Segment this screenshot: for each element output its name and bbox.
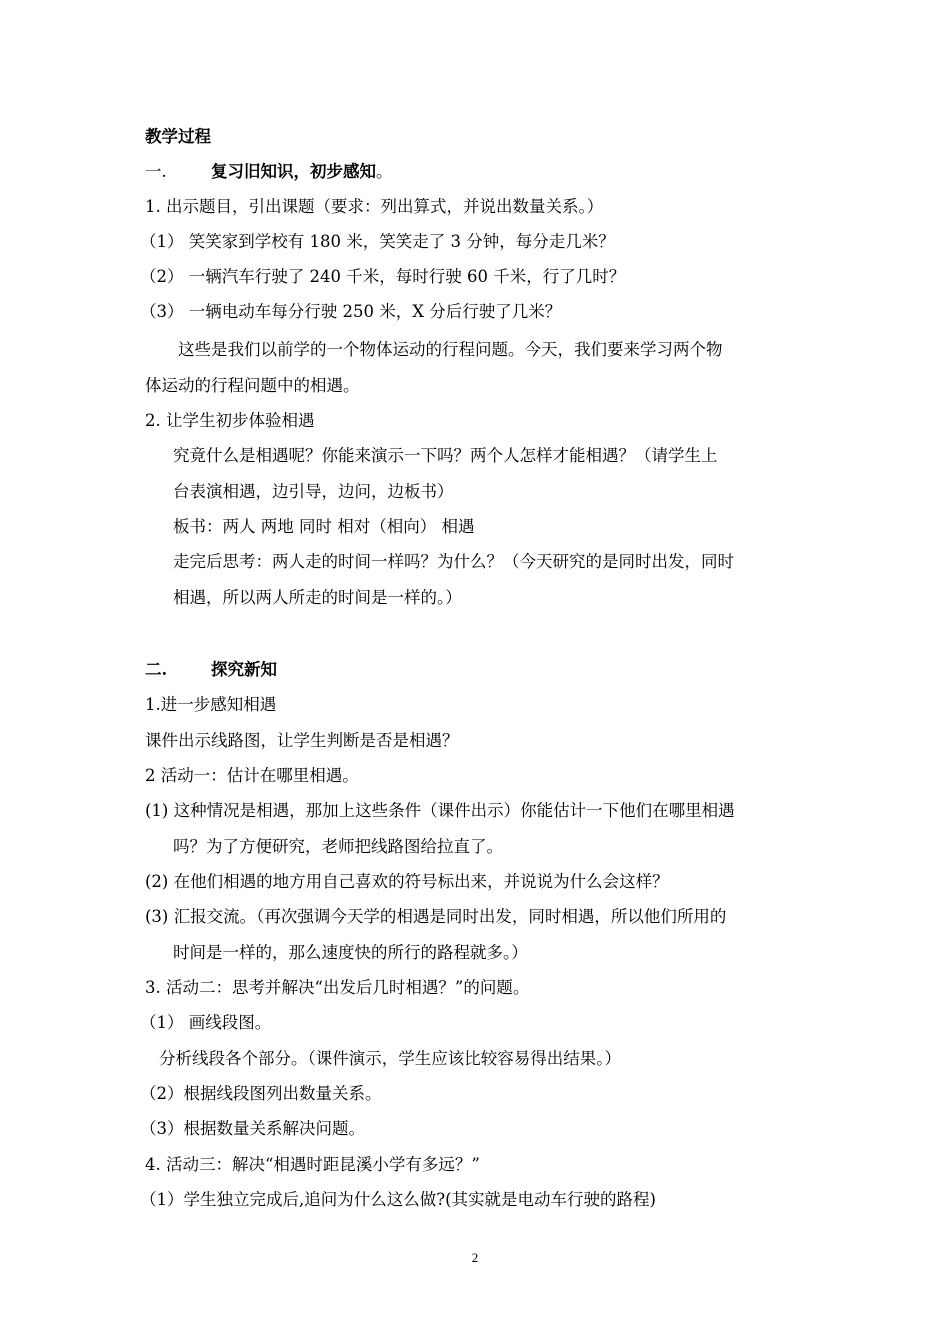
section-2-number: 二. bbox=[145, 660, 168, 679]
paragraph-line: 这些是我们以前学的一个物体运动的行程问题。今天，我们要来学习两个物 bbox=[178, 340, 723, 359]
paragraph-line: 2. 让学生初步体验相遇 bbox=[145, 411, 315, 430]
paragraph-line: 2 活动一：估计在哪里相遇。 bbox=[145, 766, 359, 785]
paragraph-line: 走完后思考：两人走的时间一样吗？为什么？（今天研究的是同时出发，同时 bbox=[173, 552, 734, 571]
paragraph-line: 4. 活动三：解决“相遇时距昆溪小学有多远？” bbox=[145, 1155, 480, 1174]
section-2-heading bbox=[145, 659, 277, 681]
paragraph-line: （1）学生独立完成后,追问为什么这么做?(其实就是电动车行驶的路程) bbox=[140, 1190, 656, 1209]
section-2-title: 探究新知 bbox=[211, 660, 277, 679]
section-1-title: 复习旧知识，初步感知 bbox=[211, 162, 376, 181]
paragraph-line: 3. 活动二：思考并解决“出发后几时相遇？”的问题。 bbox=[145, 978, 530, 997]
paragraph-line: 板书：两人 两地 同时 相对（相向） 相遇 bbox=[173, 517, 475, 536]
paragraph-line: 究竟什么是相遇呢？你能来演示一下吗？两个人怎样才能相遇？（请学生上 bbox=[173, 446, 718, 465]
paragraph-line: 台表演相遇，边引导，边问，边板书） bbox=[173, 482, 454, 501]
paragraph-line: 时间是一样的，那么速度快的所行的路程就多。） bbox=[173, 943, 528, 962]
paragraph-line: 体运动的行程问题中的相遇。 bbox=[145, 376, 360, 395]
paragraph-line: 吗？为了方便研究，老师把线路图给拉直了。 bbox=[173, 837, 503, 856]
paragraph-line: (2) 在他们相遇的地方用自己喜欢的符号标出来，并说说为什么会这样？ bbox=[145, 872, 669, 891]
paragraph-line: 分析线段各个部分。（课件演示，学生应该比较容易得出结果。） bbox=[159, 1049, 621, 1068]
paragraph-line: (3) 汇报交流。（再次强调今天学的相遇是同时出发，同时相遇，所以他们所用的 bbox=[145, 907, 727, 926]
paragraph-line: （3）根据数量关系解决问题。 bbox=[140, 1119, 365, 1138]
paragraph-line: 1.进一步感知相遇 bbox=[145, 695, 277, 714]
page-number: 2 bbox=[471, 1250, 479, 1265]
paragraph-line: 课件出示线路图，让学生判断是否是相遇？ bbox=[145, 731, 459, 750]
paragraph-line: 相遇，所以两人所走的时间是一样的。） bbox=[173, 588, 462, 607]
section-1-title-tail: 。 bbox=[376, 162, 393, 181]
section-1-heading bbox=[145, 161, 393, 183]
paragraph-line: （2）根据线段图列出数量关系。 bbox=[140, 1084, 382, 1103]
doc-title: 教学过程 bbox=[145, 127, 211, 146]
paragraph-line: （1） 画线段图。 bbox=[140, 1013, 272, 1032]
paragraph-line: (1) 这种情况是相遇，那加上这些条件（课件出示）你能估计一下他们在哪里相遇 bbox=[145, 801, 735, 820]
paragraph-line: （1） 笑笑家到学校有 180 米，笑笑走了 3 分钟，每分走几米？ bbox=[140, 232, 615, 251]
paragraph-line: （3） 一辆电动车每分行驶 250 米，X 分后行驶了几米？ bbox=[140, 302, 562, 321]
paragraph-line: （2） 一辆汽车行驶了 240 千米，每时行驶 60 千米，行了几时？ bbox=[140, 267, 626, 286]
paragraph-line: 1. 出示题目，引出课题（要求：列出算式，并说出数量关系。） bbox=[145, 197, 604, 216]
section-1-number: 一. bbox=[145, 162, 167, 181]
